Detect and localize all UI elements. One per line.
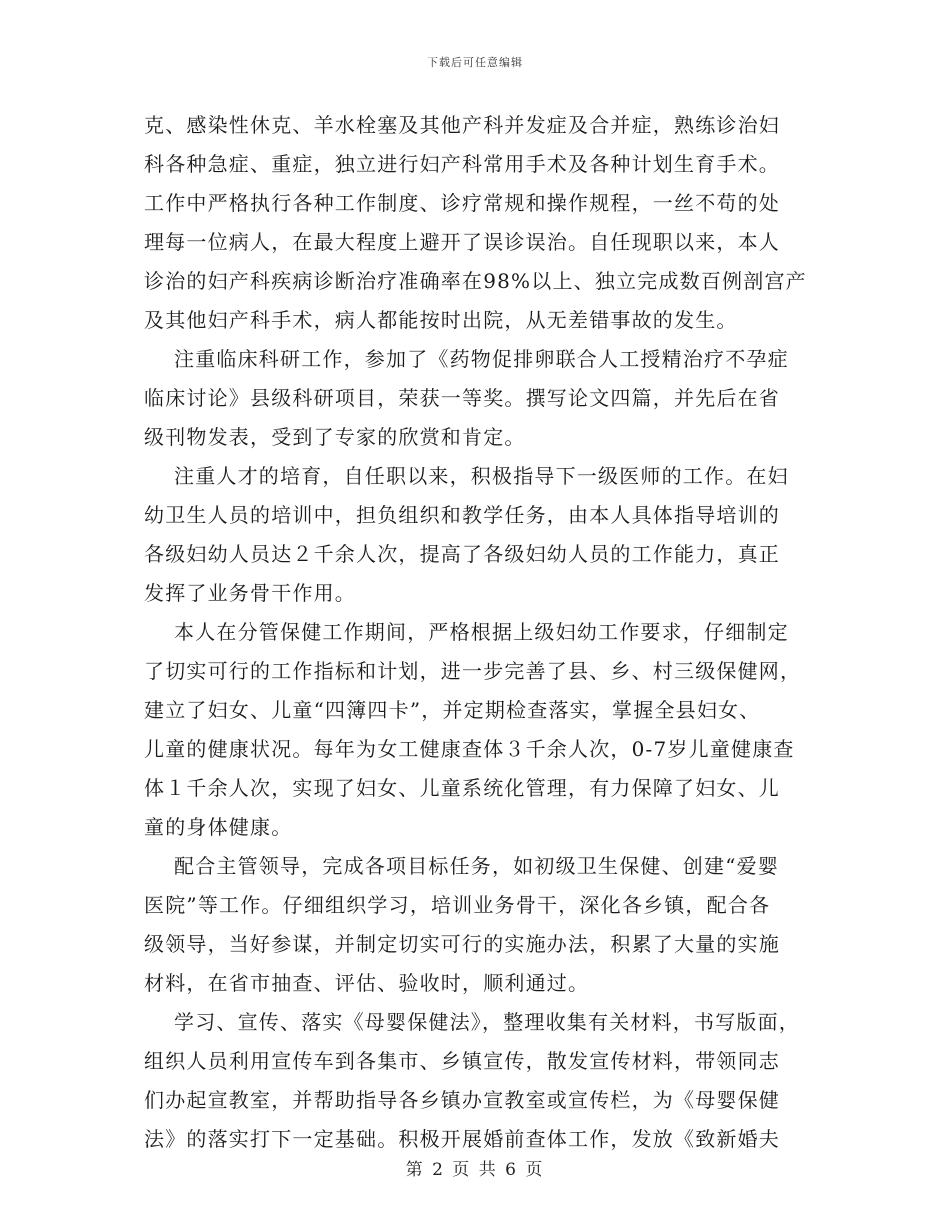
text-line: 组织人员利用宣传车到各集市、乡镇宣传，散发宣传材料，带领同志 bbox=[144, 1049, 780, 1073]
text-line: 理每一位病人，在最大程度上避开了误诊误治。自任现职以来，本人 bbox=[144, 230, 780, 254]
text-line: 材料，在省市抽查、评估、验收时，顺利通过。 bbox=[144, 971, 590, 995]
text-line: 法》的落实打下一定基础。积极开展婚前查体工作，发放《致新婚夫 bbox=[144, 1127, 780, 1151]
paragraph bbox=[144, 613, 824, 847]
text-line: 克、感染性休克、羊水栓塞及其他产科并发症及合并症，熟练诊治妇 bbox=[144, 113, 780, 137]
text-line: 本人在分管保健工作期间，严格根据上级妇幼工作要求，仔细制定 bbox=[174, 620, 789, 644]
page-number-footer: 第 2 页 共 6 页 bbox=[405, 1160, 545, 1180]
text-line: 级刊物发表，受到了专家的欣赏和肯定。 bbox=[144, 425, 526, 449]
document-body bbox=[144, 106, 824, 1159]
text-line: 了切实可行的工作指标和计划，进一步完善了县、乡、村三级保健网， bbox=[144, 659, 802, 683]
text-line: 医院”等工作。仔细组织学习，培训业务骨干，深化各乡镇，配合各 bbox=[144, 893, 771, 917]
text-line: 级领导，当好参谋，并制定切实可行的实施办法，积累了大量的实施 bbox=[144, 932, 780, 956]
text-line: 童的身体健康。 bbox=[144, 815, 293, 839]
text-line: 科各种急症、重症，独立进行妇产科常用手术及各种计划生育手术。 bbox=[144, 152, 780, 176]
text-line: 们办起宣教室，并帮助指导各乡镇办宣教室或宣传栏，为《母婴保健 bbox=[144, 1088, 780, 1112]
paragraph bbox=[144, 457, 824, 613]
text-line: 临床讨论》县级科研项目，荣获一等奖。撰写论文四篇，并先后在省 bbox=[144, 386, 780, 410]
text-line: 学习、宣传、落实《母婴保健法》，整理收集有关材料，书写版面， bbox=[174, 1010, 800, 1034]
text-line: 各级妇幼人员达２千余人次，提高了各级妇幼人员的工作能力，真正 bbox=[144, 542, 780, 566]
text-line: 发挥了业务骨干作用。 bbox=[144, 581, 356, 605]
paragraph bbox=[144, 106, 824, 340]
paragraph bbox=[144, 847, 824, 1003]
paragraph bbox=[144, 340, 824, 457]
text-line: 注重临床科研工作，参加了《药物促排卵联合人工授精治疗不孕症 bbox=[174, 347, 789, 371]
text-line: 工作中严格执行各种工作制度、诊疗常规和操作规程，一丝不苟的处 bbox=[144, 191, 780, 215]
text-line: 建立了妇女、儿童“四簿四卡”，并定期检查落实，掌握全县妇女、 bbox=[144, 698, 761, 722]
text-line: 体１千余人次，实现了妇女、儿童系统化管理，有力保障了妇女、儿 bbox=[144, 776, 780, 800]
page-header: 下载后可任意编辑 bbox=[427, 56, 523, 69]
text-line: 配合主管领导，完成各项目标任务，如初级卫生保健、创建“爱婴 bbox=[174, 854, 780, 878]
text-line: 幼卫生人员的培训中，担负组织和教学任务，由本人具体指导培训的 bbox=[144, 503, 780, 527]
text-line: 儿童的健康状况。每年为女工健康查体３千余人次，0-7岁儿童健康查 bbox=[144, 737, 795, 761]
text-line: 诊治的妇产科疾病诊断治疗准确率在98%以上、独立完成数百例剖宫产 bbox=[144, 269, 807, 293]
text-line: 及其他妇产科手术，病人都能按时出院，从无差错事故的发生。 bbox=[144, 308, 738, 332]
text-line: 注重人才的培育，自任职以来，积极指导下一级医师的工作。在妇 bbox=[174, 464, 789, 488]
paragraph bbox=[144, 1003, 824, 1159]
